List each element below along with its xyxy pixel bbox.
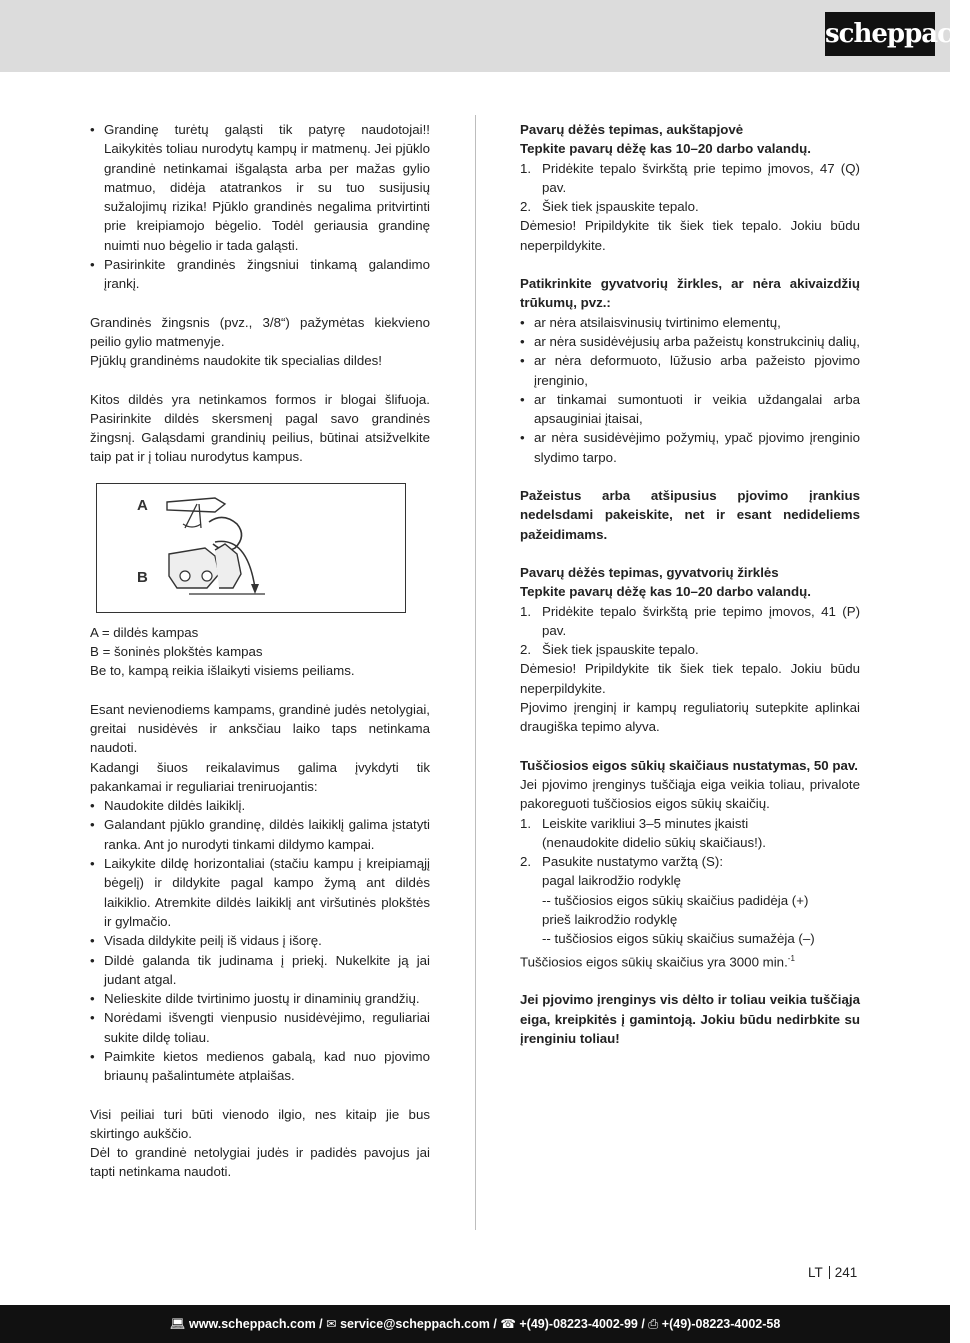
list-item: • Paimkite kietos medienos gabalą, kad nuo pjovimo briaunų pašalintumėte atplaišas. [90,1047,430,1086]
list-item: • Nelieskite dilde tvirtinimo juostų ir dinaminių grandžių. [90,989,430,1008]
right-column [520,120,860,1048]
list-item: 2. Pasukite nustatymo varžtą (S): pagal laikrodžio rodyklę -- tuščiosios eigos sūkių skaičius padidėja (+) prieš laikrodžio rodyklę -- tuščiosios eigos sūkių skaičius sumažėja (–) [520,854,815,947]
mail-icon: ✉ [326,1317,337,1331]
page-number [808,1265,857,1280]
list-item: • Norėdami išvengti vienpusio nusidėvėjimo, reguliariai sukite dildę toliau. [90,1008,430,1047]
paragraph: Dėl to grandinė netolygiai judės ir padidės pavojus jai tapti netinkama naudoti. [90,1145,430,1180]
list-item: • Laikykite dildę horizontaliai (stačiu kampu į kreipiamąjį bėgelį) ir dildykite pagal kampo žymą ant dildės laikiklio. Atremkite dildės laikiklį ant viršutinės plokštės ir gylmačio. [90,854,430,931]
computer-icon: 💻︎ [169,1317,186,1331]
phone-number: +(49)-08223-4002-99 / [519,1317,645,1331]
language-code: LT [808,1265,823,1280]
paragraph: Kitos dildės yra netinkamos formos ir blogai šlifuoja. Pasirinkite dildės skersmenį pagal savo grandinės žingsnį. Galąsdami grandinių peilius, būtinai atsižvelkite taip pat ir į toliau nurodytus kampus. [90,391,430,465]
list-item: • Grandinę turėtų galąsti tik patyrę naudotojai!! Laikykitės toliau nurodytų kampų ir matmenų. Jei pjūklo grandinė netinkamai išgaląsta arba per mažas gylio matmuo, didėja atatrankos ir su tuo susijusių sužalojimų rizika! Pjūklo grandinės negalima pritvirtinti prie kreipiamojo bėgelio. Todėl geriausia grandinę nuimti nuo bėgelio ir tada galąsti. [90,120,430,255]
section-heading: Pavarų dėžės tepimas, aukštapjovė [520,122,744,137]
inspection-list [520,313,860,467]
note: Dėmesio! Pripildykite tik šiek tiek tepalo. Jokiu būdu neperpildykite. [520,218,860,253]
paragraph: Pjūklų grandinėms naudokite tik specialias dildes! [90,353,382,369]
brand-logo: scheppach [825,12,935,56]
arrow-head [251,584,259,594]
chain-link-b2 [215,544,241,588]
section-subheading: Tepkite pavarų dėžę kas 10–20 darbo valandų. [520,141,811,157]
list-item: • ar nėra deformuoto, lūžusio arba pažeisto pjovimo įrenginio, [520,351,860,390]
note: Dėmesio! Pripildykite tik šiek tiek tepalo. Jokiu būdu neperpildykite. [520,661,860,696]
label-a: A [137,496,148,514]
section-heading: Pavarų dėžės tepimas, gyvatvorių žirklės [520,564,779,580]
header-bar [0,0,970,72]
list-item: 2. Šiek tiek įspauskite tepalo. [520,642,699,658]
paragraph: Jei pjovimo įrenginys tuščiąja eiga veikia toliau, privalote pakoreguoti tuščiosios eigos sūkių skaičių. [520,776,860,812]
caption: B = šoninės plokštės kampas [90,644,263,660]
list-item: • ar tinkamai sumontuoti ir veikia uždangalai arba apsauginiai įtaisai, [520,390,860,429]
file-angle-figure [96,483,406,613]
chain-link-b [169,548,219,588]
paragraph: Pjovimo įrenginį ir kampų reguliatorių sutepkite aplinkai draugiška tepimo alyva. [520,700,860,735]
list-item: • Galandant pjūklo grandinę, dildės laikiklį galima įstatyti ranka. Ant jo nurodyti tinkami dildymo kampai. [90,815,430,854]
label-b: B [137,568,148,586]
list-item: • Naudokite dildės laikiklį. [90,796,430,815]
list-item: 2. Šiek tiek įspauskite tepalo. [520,199,699,215]
list-item: • Visada dildykite peilį iš vidaus į išorę. [90,931,430,950]
section-subheading: Tepkite pavarų dėžę kas 10–20 darbo valandų. [520,584,811,600]
chain-tooth-diagram [97,484,405,612]
footer-bar [0,1305,950,1343]
fax-number: +(49)-08223-4002-58 [661,1317,781,1331]
section-heading: Tuščiosios eigos sūkių skaičiaus nustatymas, 50 pav. [520,757,858,773]
sharpening-bullets [90,120,430,294]
angle-line-a [185,504,197,528]
list-item: • ar nėra susidėvėjusių arba pažeistų konstrukcinių dalių, [520,332,860,351]
numbered-list [520,159,860,217]
warning-text: Jei pjovimo įrenginys vis dėlto ir toliau veikia tuščiąja eiga, kreipkitės į gamintoją. Jokiu būdu nedirbkite su įrenginiu toliau! [520,992,860,1046]
left-column [90,120,430,1182]
paragraph: Visi peiliai turi būti vienodo ilgio, nes kitaip jie bus skirtingo aukščio. [90,1106,430,1141]
list-item: • Dildė galanda tik judinama į priekį. Nukelkite ją jai judant atgal. [90,951,430,990]
warning-text: Pažeistus arba atšipusius pjovimo įrankius nedelsdami pakeiskite, net ir esant nedideliems pažeidimams. [520,488,860,542]
website-link[interactable]: www.scheppach.com / [189,1317,323,1331]
numbered-list [520,814,860,949]
filing-tips-list [90,796,430,1085]
page-number-value: 241 [834,1265,858,1280]
fax-icon: ⎙ [648,1317,659,1331]
phone-icon: ☎ [500,1317,516,1331]
numbered-list [520,602,860,660]
list-item: • ar nėra susidėvėjimo požymių, ypač pjovimo įrenginio slydimo tarpo. [520,428,860,467]
list-item: 1. Leiskite varikliui 3–5 minutes įkaisti (nenaudokite didelio sūkių skaičiaus!). [520,815,766,850]
column-divider [475,115,476,1230]
list-item: • Pasirinkite grandinės žingsniui tinkamą galandimo įrankį. [90,255,430,294]
paragraph: Kadangi šiuos reikalavimus galima įvykdyti tik pakankamai ir reguliariai treniruojantis: [90,759,430,794]
paragraph: Esant nevienodiems kampams, grandinė judės netolygiai, greitai nusidėvės ir anksčiau laiko taps netinkama naudoti. [90,701,430,756]
list-item: • ar nėra atsilaisvinusių tvirtinimo elementų, [520,313,860,332]
paragraph: Grandinės žingsnis (pvz., 3/8“) pažymėtas kiekvieno peilio gylio matmenyje. [90,314,430,349]
email-link[interactable]: service@scheppach.com / [340,1317,497,1331]
section-heading: Patikrinkite gyvatvorių žirkles, ar nėra akivaizdžių trūkumų, pvz.: [520,276,860,311]
list-item: 1. Pridėkite tepalo švirkštą prie tepimo įmovos, 47 (Q) pav. [520,160,860,195]
list-item: 1. Pridėkite tepalo švirkštą prie tepimo įmovos, 41 (P) pav. [520,603,860,638]
rivet [202,571,212,581]
caption: A = dildės kampas [90,624,199,640]
rpm-value: Tuščiosios eigos sūkių skaičius yra 3000 min.$^{-1}$ [520,953,795,969]
paragraph: Be to, kampą reikia išlaikyti visiems peiliams. [90,663,355,679]
rivet [180,571,190,581]
